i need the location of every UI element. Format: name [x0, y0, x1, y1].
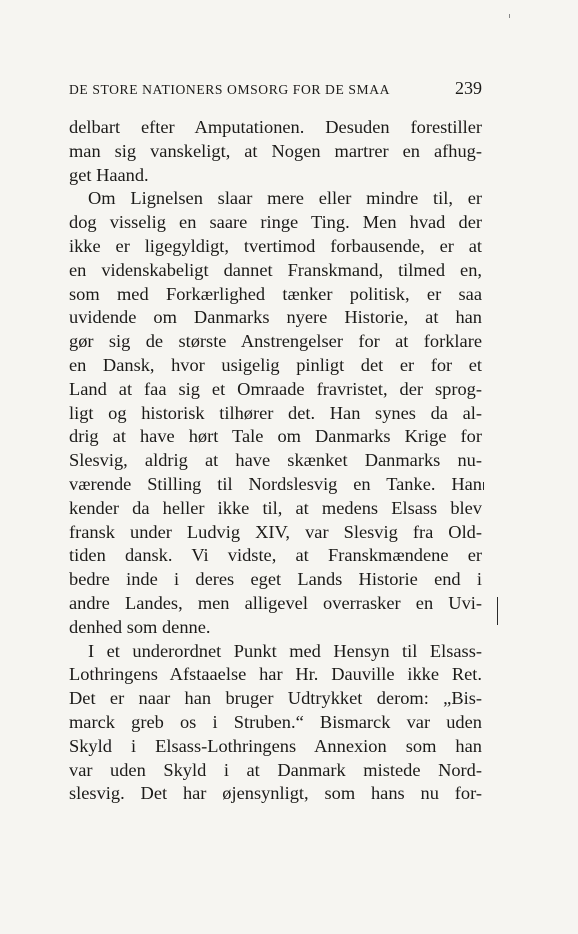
text-line: marck greb os i Struben.“ Bismarck var uden [69, 711, 482, 732]
text-line: Land at faa sig et Omraade fravristet, der sprog- [69, 378, 482, 399]
text-line: Slesvig, aldrig at have skænket Danmarks nu- [69, 450, 482, 471]
text-line: var uden Skyld i at Danmark mistede Nord- [69, 759, 482, 780]
text-line: som med Forkærlighed tænker politisk, er saa [69, 283, 482, 304]
running-head-title: DE STORE NATIONERS OMSORG FOR DE SMAA [69, 82, 391, 97]
text-line: I et underordnet Punkt med Hensyn til Elsass- [88, 640, 482, 661]
text-line: uvidende om Danmarks nyere Historie, at han [69, 307, 482, 328]
text-line: værende Stilling til Nordslesvig en Tanke. Han [69, 473, 482, 494]
text-line: fransk under Ludvig XIV, var Slesvig fra Old- [69, 521, 482, 542]
text-line: en videnskabeligt dannet Franskmand, tilmed en, [69, 259, 482, 280]
text-line: Skyld i Elsass-Lothringens Annexion som han [69, 735, 482, 756]
text-line: kender da heller ikke til, at medens Elsass blev [69, 497, 482, 518]
text-line: man sig vanskeligt, at Nogen martrer en afhug- [69, 140, 482, 161]
text-line: Det er naar han bruger Udtrykket derom: „Bis- [69, 688, 482, 709]
text-line: ikke er ligegyldigt, tvertimod forbausende, er at [69, 235, 482, 256]
text-line: en Dansk, hvor usigelig pinligt det er for et [69, 354, 482, 375]
text-line: drig at have hørt Tale om Danmarks Krige for [69, 426, 482, 447]
text-line: gør sig de største Anstrengelser for at forklare [69, 331, 482, 352]
margin-mark [497, 597, 498, 625]
text-line: bedre inde i deres eget Lands Historie end i [69, 569, 482, 590]
text-line: ligt og historisk tilhører det. Han synes da al- [69, 402, 482, 423]
text-line: andre Landes, men alligevel overrasker en Uvi- [69, 592, 482, 613]
text-line: Lothringens Afstaaelse har Hr. Dauville ikke Ret. [69, 664, 482, 685]
page-number: 239 [455, 78, 482, 98]
text-line: delbart efter Amputationen. Desuden forestiller [69, 117, 482, 137]
running-head [69, 76, 482, 100]
text-line: denhed som denne. [69, 616, 211, 637]
margin-mark [509, 14, 510, 18]
margin-mark [483, 482, 484, 490]
text-line: get Haand. [69, 164, 149, 185]
text-line: tiden dansk. Vi vidste, at Franskmændene er [69, 545, 482, 566]
text-line: slesvig. Det har øjensynligt, som hans nu for- [69, 783, 482, 804]
body-text [69, 116, 482, 806]
text-line: Om Lignelsen slaar mere eller mindre til, er [88, 188, 482, 209]
text-line: dog visselig en saare ringe Ting. Men hvad der [69, 212, 482, 233]
